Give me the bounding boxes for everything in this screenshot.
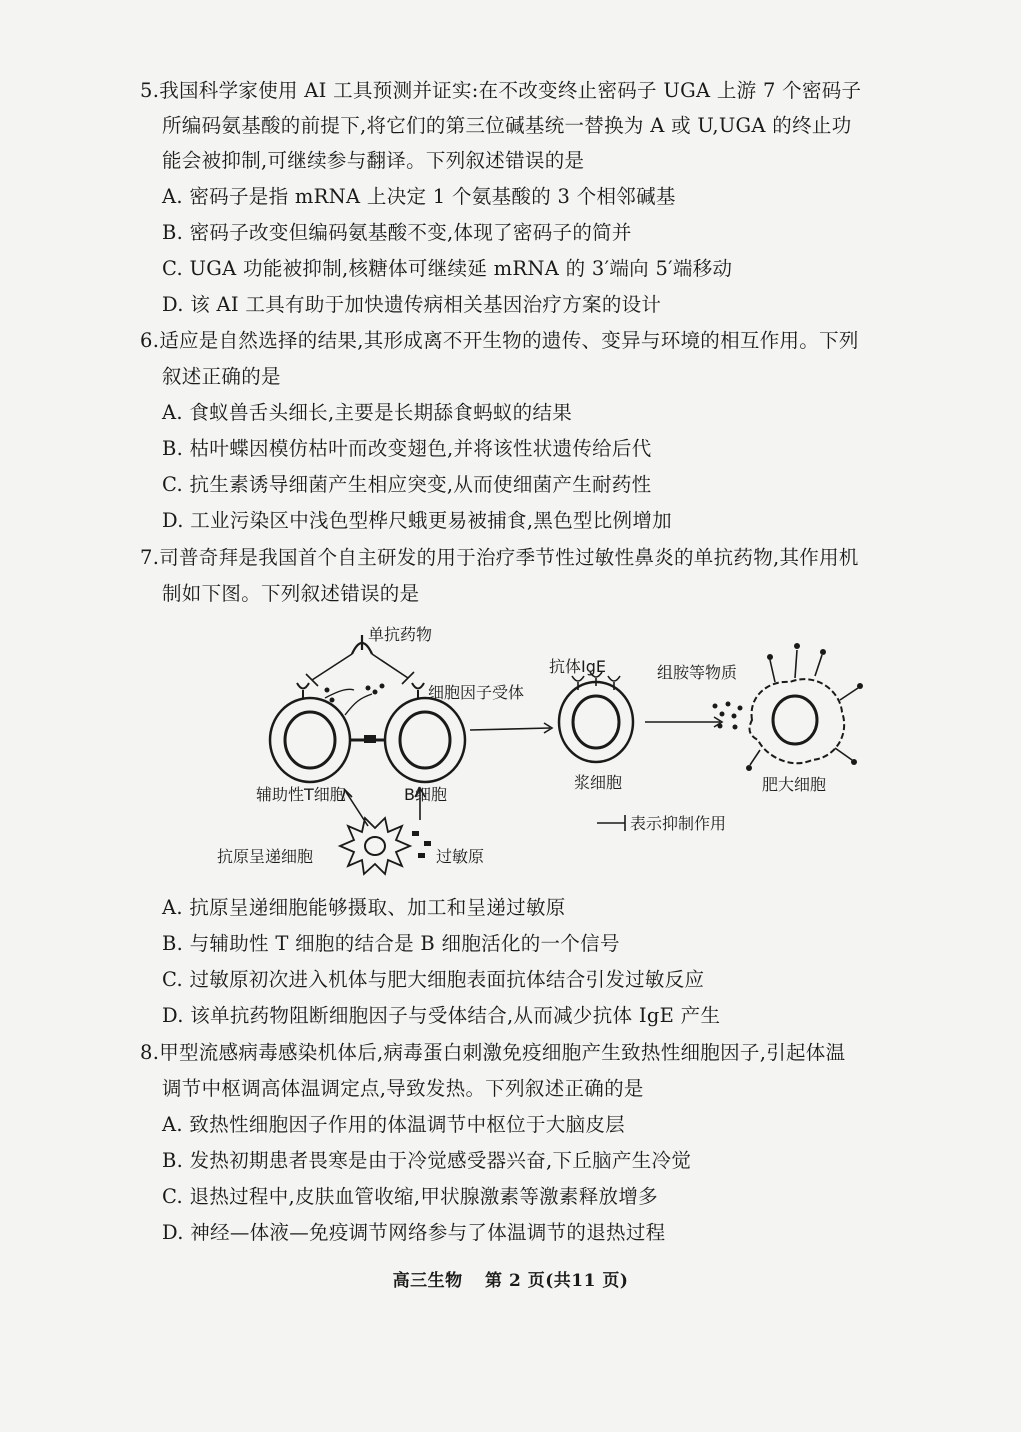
- option-b[interactable]: B. 发热初期患者畏寒是由于冷觉感受器兴奋,下丘脑产生冷觉: [162, 1149, 692, 1172]
- question-stem-line: 7.司普奇拜是我国首个自主研发的用于治疗季节性过敏性鼻炎的单抗药物,其作用机: [140, 546, 859, 569]
- arrow-b-to-plasma: [470, 728, 550, 730]
- question-stem-line: 叙述正确的是: [162, 365, 281, 388]
- option-d[interactable]: D. 工业污染区中浅色型桦尺蛾更易被捕食,黑色型比例增加: [162, 509, 672, 532]
- label-histamine: 组胺等物质: [657, 663, 738, 682]
- b-cell: [385, 698, 465, 782]
- option-a[interactable]: A. 食蚁兽舌头细长,主要是长期舔食蚂蚁的结果: [162, 401, 573, 424]
- legend-inhibition-icon: [597, 815, 625, 831]
- label-legend: 表示抑制作用: [630, 814, 727, 833]
- question-stem-line: 能会被抑制,可继续参与翻译。下列叙述错误的是: [162, 149, 585, 172]
- inhibition-line: [306, 654, 352, 686]
- option-c[interactable]: C. 抗生素诱导细菌产生相应突变,从而使细菌产生耐药性: [162, 473, 652, 496]
- option-c[interactable]: C. UGA 功能被抑制,核糖体可继续延 mRNA 的 3′端向 5′端移动: [162, 257, 733, 280]
- apc-cell: [340, 818, 410, 874]
- option-a[interactable]: A. 抗原呈递细胞能够摄取、加工和呈递过敏原: [162, 896, 566, 919]
- option-d[interactable]: D. 该 AI 工具有助于加快遗传病相关基因治疗方案的设计: [162, 293, 662, 316]
- option-b[interactable]: B. 密码子改变但编码氨基酸不变,体现了密码子的简并: [162, 221, 632, 244]
- option-d[interactable]: D. 神经—体液—免疫调节网络参与了体温调节的退热过程: [162, 1221, 666, 1244]
- cytokine-arrow: [345, 694, 372, 715]
- question-stem-line: 调节中枢调高体温调定点,导致发热。下列叙述正确的是: [162, 1077, 644, 1100]
- label-apc: 抗原呈递细胞: [217, 847, 314, 866]
- question-stem-line: 8.甲型流感病毒感染机体后,病毒蛋白刺激免疫细胞产生致热性细胞因子,引起体温: [140, 1041, 846, 1064]
- label-th-cell: 辅助性T细胞: [256, 785, 346, 804]
- option-c[interactable]: C. 退热过程中,皮肤血管收缩,甲状腺激素等激素释放增多: [162, 1185, 658, 1208]
- helper-t-cell: [270, 698, 350, 782]
- option-c[interactable]: C. 过敏原初次进入机体与肥大细胞表面抗体结合引发过敏反应: [162, 968, 705, 991]
- label-mast-cell: 肥大细胞: [762, 775, 827, 794]
- label-receptor: 细胞因子受体: [428, 683, 525, 702]
- receptor-b: [412, 683, 424, 698]
- option-a[interactable]: A. 致热性细胞因子作用的体温调节中枢位于大脑皮层: [162, 1113, 625, 1136]
- option-b[interactable]: B. 与辅助性 T 细胞的结合是 B 细胞活化的一个信号: [162, 932, 620, 955]
- option-a[interactable]: A. 密码子是指 mRNA 上决定 1 个氨基酸的 3 个相邻碱基: [162, 185, 676, 208]
- receptor-th: [297, 683, 309, 698]
- mast-cell: [750, 650, 858, 765]
- label-plasma-cell: 浆细胞: [574, 773, 623, 792]
- footer-subject: 高三生物: [392, 1271, 463, 1291]
- label-allergen: 过敏原: [436, 847, 485, 866]
- plasma-cell: [559, 682, 633, 762]
- label-antibody: 抗体IgE: [549, 657, 606, 676]
- inhibition-line: [372, 654, 414, 684]
- label-drug: 单抗药物: [368, 625, 433, 644]
- label-b-cell: B细胞: [404, 785, 447, 804]
- question-stem-line: 5.我国科学家使用 AI 工具预测并证实:在不改变终止密码子 UGA 上游 7 个密码子: [140, 79, 862, 102]
- question-stem-line: 6.适应是自然选择的结果,其形成离不开生物的遗传、变异与环境的相互作用。下列: [140, 329, 859, 352]
- question-stem-line: 制如下图。下列叙述错误的是: [162, 582, 420, 605]
- option-b[interactable]: B. 枯叶蝶因模仿枯叶而改变翅色,并将该性状遗传给后代: [162, 437, 652, 460]
- footer-page-number: 第 2 页(共11 页): [485, 1271, 629, 1291]
- question-stem-line: 所编码氨基酸的前提下,将它们的第三位碱基统一替换为 A 或 U,UGA 的终止功: [162, 114, 852, 137]
- option-d[interactable]: D. 该单抗药物阻断细胞因子与受体结合,从而减少抗体 IgE 产生: [162, 1004, 721, 1027]
- page-footer: [0, 1266, 1021, 1291]
